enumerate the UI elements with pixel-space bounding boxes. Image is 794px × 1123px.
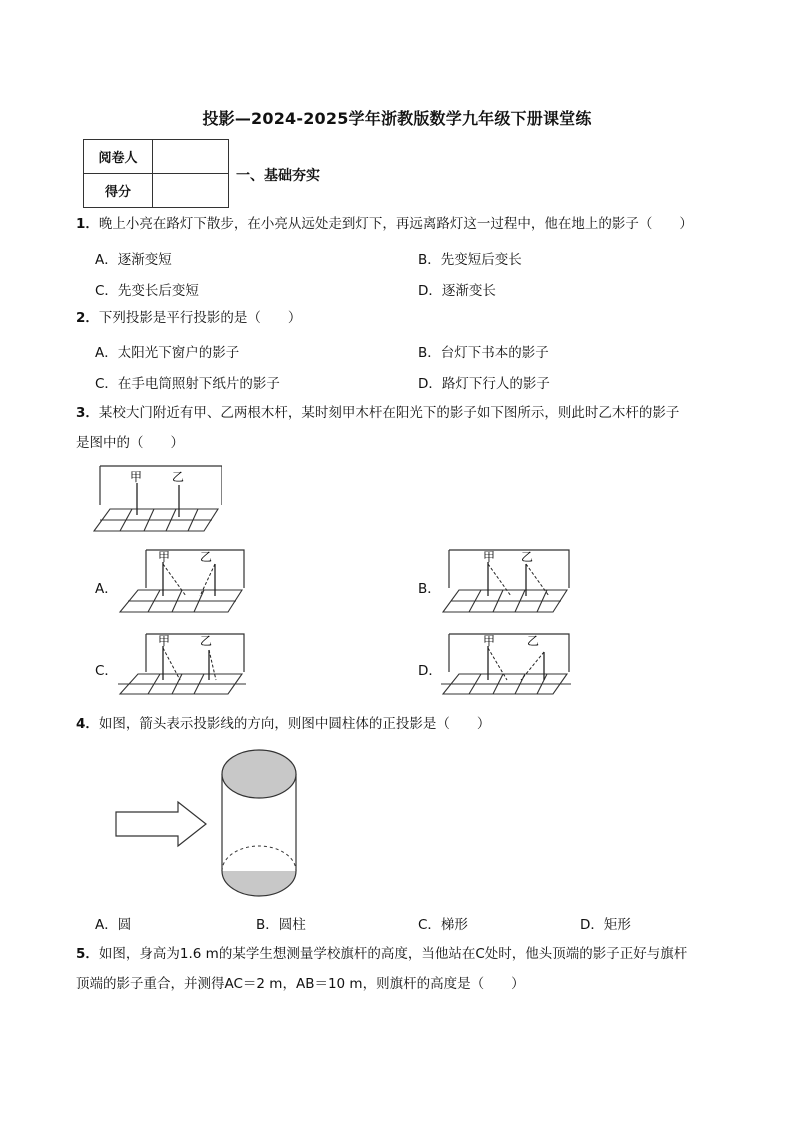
question-text-line1: 某校大门附近有甲、乙两根木杆，某时刻甲木杆在阳光下的影子如下图所示，则此时乙木杆的影子 <box>98 405 680 421</box>
q3-option-c-figure <box>118 632 248 698</box>
question-4 <box>76 714 490 734</box>
question-number: 5． <box>76 946 99 962</box>
score-blank <box>153 174 229 208</box>
question-number: 3． <box>76 405 99 421</box>
q3-option-d-letter: D． <box>418 663 442 679</box>
pole-label-jia: 甲 <box>130 470 143 484</box>
svg-text:乙: 乙 <box>527 634 540 648</box>
reviewer-blank <box>153 140 229 174</box>
q3-option-d-figure <box>441 632 573 698</box>
svg-text:乙: 乙 <box>521 550 534 564</box>
question-3-line2: 是图中的（ ） <box>76 435 184 451</box>
reviewer-label: 阅卷人 <box>84 140 153 174</box>
question-number: 1． <box>76 216 99 232</box>
svg-text:甲: 甲 <box>483 634 496 648</box>
q3-option-b-letter: B． <box>418 581 441 597</box>
q3-option-a-letter: A． <box>95 581 118 597</box>
svg-text:乙: 乙 <box>200 634 213 648</box>
q2-option-c: C．在手电筒照射下纸片的影子 <box>95 376 280 392</box>
q3-option-b-figure <box>441 548 571 616</box>
score-table <box>83 139 229 208</box>
question-number: 4． <box>76 716 99 732</box>
q4-option-d: D．矩形 <box>580 917 631 933</box>
question-text: 如图，箭头表示投影线的方向，则图中圆柱体的正投影是（ ） <box>98 716 491 732</box>
q1-option-a: A．逐渐变短 <box>95 252 172 268</box>
q3-option-c-letter: C． <box>95 663 118 679</box>
pole-label-yi: 乙 <box>172 470 185 484</box>
q3-reference-figure <box>92 465 222 537</box>
q2-option-a: A．太阳光下窗户的影子 <box>95 345 240 361</box>
svg-text:甲: 甲 <box>158 634 171 648</box>
q4-option-a: A．圆 <box>95 917 132 933</box>
q1-option-c: C．先变长后变短 <box>95 283 199 299</box>
q2-option-d: D．路灯下行人的影子 <box>418 376 550 392</box>
question-5-line2: 顶端的影子重合，并测得AC＝2 m，AB＝10 m，则旗杆的高度是（ ） <box>76 976 525 992</box>
cylinder-figure <box>112 748 302 900</box>
q4-option-c: C．梯形 <box>418 917 468 933</box>
svg-text:乙: 乙 <box>200 550 213 564</box>
q1-option-b: B．先变短后变长 <box>418 252 522 268</box>
section-heading: 一、基础夯实 <box>236 168 320 184</box>
page-title: 投影—2024-2025学年浙教版数学九年级下册课堂练 <box>202 109 592 128</box>
question-text-line1: 如图，身高为1.6 m的某学生想测量学校旗杆的高度，当他站在C处时，他头顶端的影子正好与旗杆 <box>98 946 688 962</box>
q1-option-d: D．逐渐变长 <box>418 283 496 299</box>
question-number: 2． <box>76 310 99 326</box>
q3-option-a-figure <box>118 548 246 616</box>
svg-text:甲: 甲 <box>483 550 496 564</box>
question-text: 下列投影是平行投影的是（ ） <box>98 310 302 326</box>
question-text: 晚上小亮在路灯下散步，在小亮从远处走到灯下，再远离路灯这一过程中，他在地上的影子（ ） <box>98 216 693 232</box>
score-label: 得分 <box>84 174 153 208</box>
question-2 <box>76 308 301 328</box>
question-5 <box>76 944 687 964</box>
svg-text:甲: 甲 <box>158 550 171 564</box>
question-1 <box>76 214 693 234</box>
q2-option-b: B．台灯下书本的影子 <box>418 345 549 361</box>
projection-arrow-icon <box>116 802 206 846</box>
question-3 <box>76 403 679 423</box>
q4-option-b: B．圆柱 <box>256 917 306 933</box>
